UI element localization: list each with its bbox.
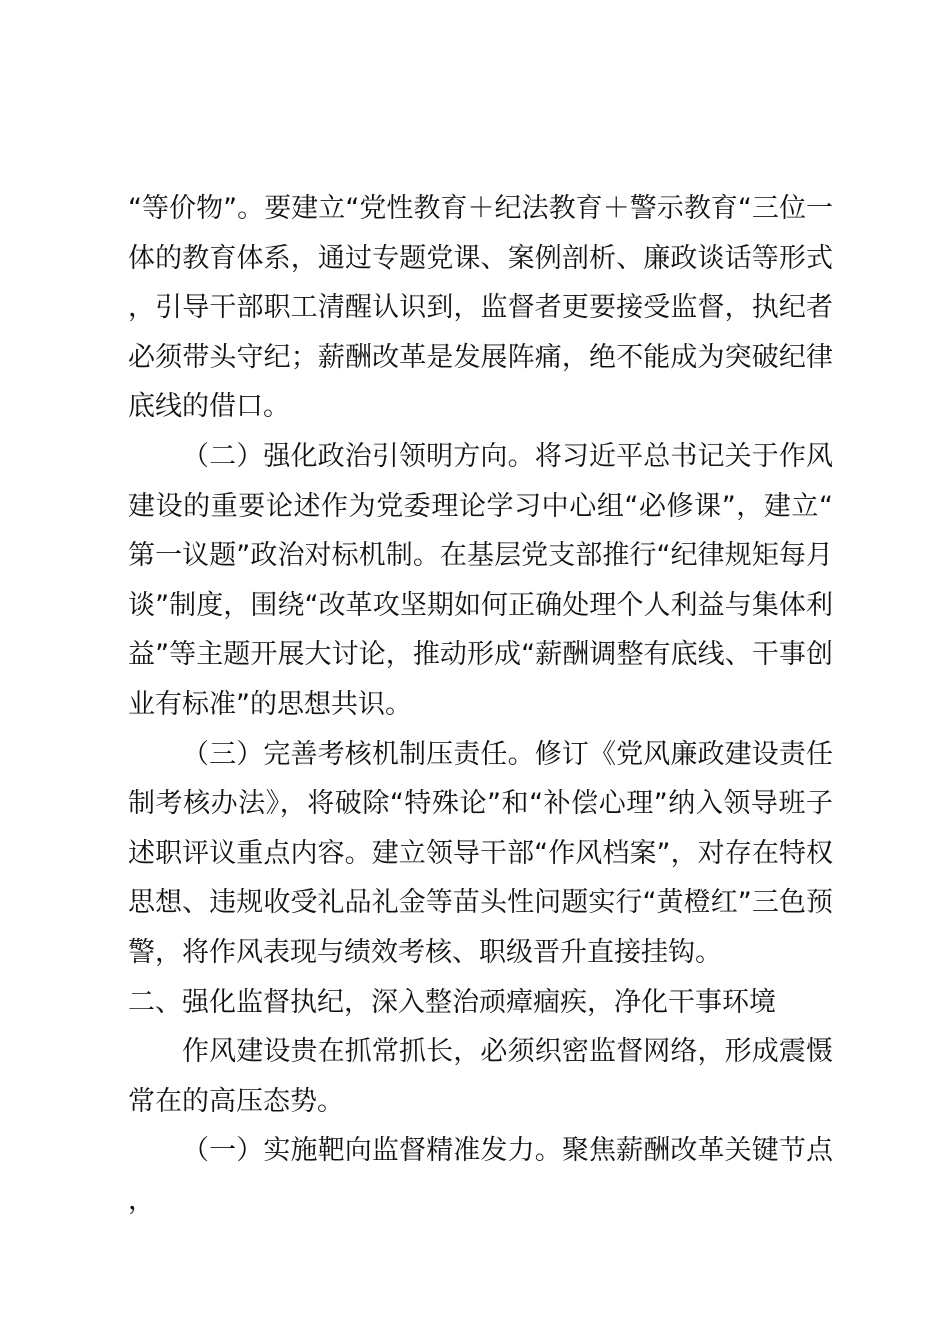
paragraph-section-3: （三）完善考核机制压责任。修订《党风廉政建设责任制考核办法》，将破除“特殊论”和“补偿心理”纳入领导班子述职评议重点内容。建立领导干部“作风档案”，对存在特权思想、违规收受礼品礼金等苗头性问题实行“黄橙红”三色预警，将作风表现与绩效考核、职级晋升直接挂钩。 xyxy=(128,738,833,968)
section-heading-two: 二、强化监督执纪，深入整治顽瘴痼疾，净化干事环境 xyxy=(128,986,776,1018)
paragraph-section-2: （二）强化政治引领明方向。将习近平总书记关于作风建设的重要论述作为党委理论学习中心组“必修课”，建立“第一议题”政治对标机制。在基层党支部推行“纪律规矩每月谈”制度，围绕“改革攻坚期如何正确处理个人利益与集体利益”等主题开展大讨论，推动形成“薪酬调整有底线、干事创业有标准”的思想共识。 xyxy=(128,440,833,720)
document-body xyxy=(128,184,833,1225)
paragraph-intro: 作风建设贵在抓常抓长，必须织密监督网络，形成震慑常在的高压态势。 xyxy=(128,1036,833,1117)
paragraph-subsection-1: （一）实施靶向监督精准发力。聚焦薪酬改革关键节点， xyxy=(128,1135,833,1216)
paragraph-continuation: “等价物”。要建立“党性教育＋纪法教育＋警示教育“三位一体的教育体系，通过专题党课、案例剖析、廉政谈话等形式，引导干部职工清醒认识到，监督者更要接受监督，执纪者必须带头守纪；薪酬改革是发展阵痛，绝不能成为突破纪律底线的借口。 xyxy=(128,193,833,423)
